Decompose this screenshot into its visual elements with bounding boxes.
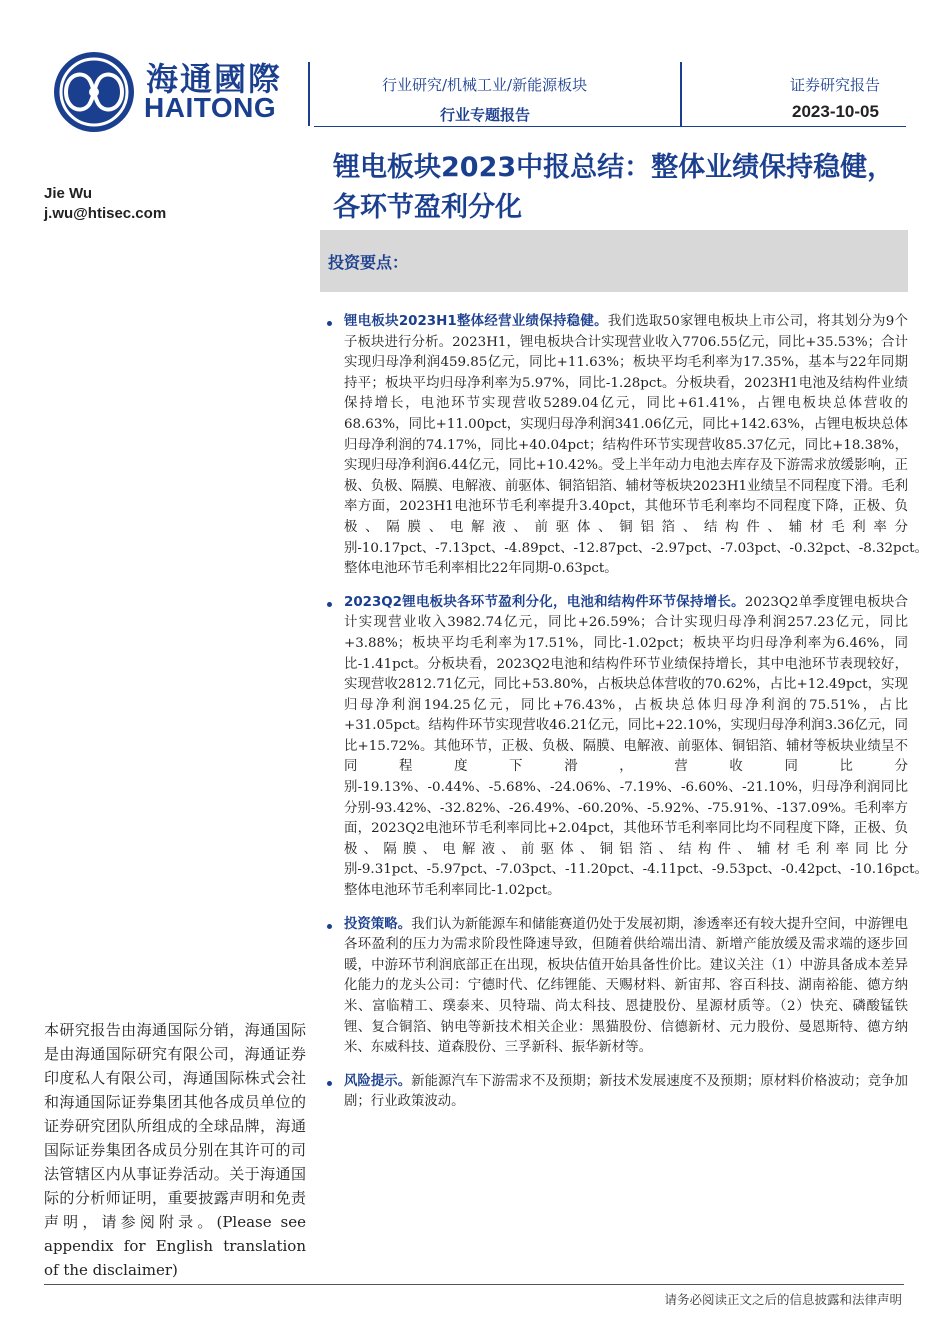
key-points-label: 投资要点： xyxy=(328,253,409,272)
footer-divider xyxy=(44,1284,904,1285)
header-divider-left xyxy=(308,62,310,126)
author-email: j.wu@htisec.com xyxy=(44,205,167,222)
key-point-body: 2023Q2单季度锂电板块合计实现营业收入3982.74亿元，同比+26.59%；合计实现归母净利润257.23亿元，同比+3.88%；板块平均毛利率为17.51%，同比-1.02pct；板块平均归母净利率为6.46%，同比-1.41pct。分板块看，2023Q2电池和结构件环节业绩保持增长，其中电池环节表现较好，实现营收2812.71亿元，同比+53.80%，占板块总体营收的70.62%，占比+12.49pct，实现归母净利润194.25亿元，同比+76.43%，占板块总体归母净利润的75.51%，占比+31.05pct。结构件环节实现营收46.21亿元，同比+22.10%，实现归母净利润3.36亿元，同比+15.72%。其他环节，正极、负极、隔膜、电解液、前驱体、铜铝箔、辅材等板块业绩呈不同程度下滑，营收同比分别-19.13%、-0.44%、-5.68%、-24.06%、-7.19%、-6.60%、-21.10%，归母净利润同比分别-93.42%、-32.82%、-26.49%、-60.20%、-5.92%、-75.91%、-137.09%。毛利率方面，2023Q2电池环节毛利率同比+2.04pct，其他环节毛利率同比均不同程度下降，正极、负极、隔膜、电解液、前驱体、铜铝箔、结构件、辅材毛利率同比分别-9.31pct、-5.97pct、-7.03pct、-11.20pct、-4.11pct、-9.53pct、-0.42pct、-10.16pct。整体电池环节毛利率同比-1.02pct。 xyxy=(344,594,928,899)
report-title: 锂电板块2023中报总结：整体业绩保持稳健，各环节盈利分化 xyxy=(333,152,895,223)
key-point-body: 我们认为新能源车和储能赛道仍处于发展初期，渗透率还有较大提升空间，中游锂电各环盈利的压力为需求阶段性降速导致，但随着供给端出清、新增产能放缓及需求端的逐步回暖，中游环节利润底部正在出现，板块估值开始具备性价比。建议关注（1）中游具备成本差异化能力的龙头公司：宁德时代、亿纬锂能、天赐材料、新宙邦、容百科技、湖南裕能、德方纳米、富临精工、璞泰来、贝特瑞、尚太科技、恩捷股份、星源材质等。（2）快充、磷酸锰铁锂、复合铜箔、钠电等新技术相关企业：黑猫股份、信德新材、元力股份、曼恩斯特、德方纳米、东威科技、道森股份、三孚新科、振华新材等。 xyxy=(344,916,909,1056)
brand-name-cn: 海通國際 xyxy=(146,60,283,98)
header-underline xyxy=(314,126,906,127)
author-name: Jie Wu xyxy=(44,185,93,202)
report-type: 行业专题报告 xyxy=(440,106,531,124)
key-point-body: 我们选取50家锂电板块上市公司，将其划分为9个子板块进行分析。2023H1，锂电板块合计实现营业收入7706.55亿元，同比+35.53%；合计实现归母净利润459.85亿元，同比+11.63%；板块平均毛利率为17.35%，基本与22年同期持平；板块平均归母净利率为5.97%，同比-1.28pct。分板块看，2023H1电池及结构件业绩保持增长，电池环节实现营收5289.04亿元，同比+61.41%，占锂电板块总体营收的68.63%，同比+11.00pct，实现归母净利润341.06亿元，同比+142.63%，占锂电板块总体归母净利润的74.17%，同比+40.04pct；结构件环节实现营收85.37亿元，同比+18.38%，实现归母净利润6.44亿元，同比+10.42%。受上半年动力电池去库存及下游需求放缓影响，正极、负极、隔膜、电解液、前驱体、铜箔铝箔、辅材等板块2023H1业绩呈不同程度下滑。毛利率方面，2023H1电池环节毛利率提升3.40pct，其他环节毛利率均不同程度下降，正极、负极、隔膜、电解液、前驱体、铜铝箔、结构件、辅材毛利率分别-10.17pct、-7.13pct、-4.89pct、-12.87pct、-2.97pct、-7.03pct、-0.32pct、-8.32pct。整体电池环节毛利率相比22年同期-0.63pct。 xyxy=(344,314,928,577)
key-point-lead: 2023Q2锂电板块各环节盈利分化，电池和结构件环节保持增长。 xyxy=(344,594,745,610)
bullet-icon xyxy=(327,1081,332,1086)
bullet-icon xyxy=(327,602,332,607)
key-point-lead: 投资策略。 xyxy=(344,916,412,932)
key-point-lead: 风险提示。 xyxy=(344,1073,412,1089)
doc-class: 证券研究报告 xyxy=(790,76,881,94)
bullet-icon xyxy=(327,924,332,929)
bullet-icon xyxy=(327,321,332,326)
key-point xyxy=(322,1072,908,1113)
key-point xyxy=(322,593,928,902)
key-points-list xyxy=(322,312,928,1126)
distribution-disclaimer: 本研究报告由海通国际分销，海通国际是由海通国际研究有限公司，海通证券印度私人有限公司，海通国际株式会社和海通国际证券集团其他各成员单位的证券研究团队所组成的全球品牌，海通国际证券集团各成员分别在其许可的司法管辖区内从事证券活动。关于海通国际的分析师证明，重要披露声明和免责声明，请参阅附录。(Please see appendix for English translation of the disclaimer) xyxy=(44,1021,306,1279)
brand-name-en: HAITONG xyxy=(144,92,277,123)
author-block xyxy=(44,184,166,224)
key-point-body: 新能源汽车下游需求不及预期；新技术发展速度不及预期；原材料价格波动；竞争加剧；行业政策波动。 xyxy=(344,1073,909,1110)
key-point xyxy=(322,915,908,1059)
report-date: 2023-10-05 xyxy=(792,102,879,121)
haitong-logo xyxy=(52,44,292,134)
footer-notice: 请务必阅读正文之后的信息披露和法律声明 xyxy=(664,1292,902,1307)
key-point xyxy=(322,312,928,580)
key-point-lead: 锂电板块2023H1整体经营业绩保持稳健。 xyxy=(344,314,608,329)
key-points-header xyxy=(320,230,908,292)
report-category: 行业研究/机械工业/新能源板块 xyxy=(382,76,588,94)
header-divider-right xyxy=(680,62,682,126)
haitong-logo-icon xyxy=(52,50,136,134)
